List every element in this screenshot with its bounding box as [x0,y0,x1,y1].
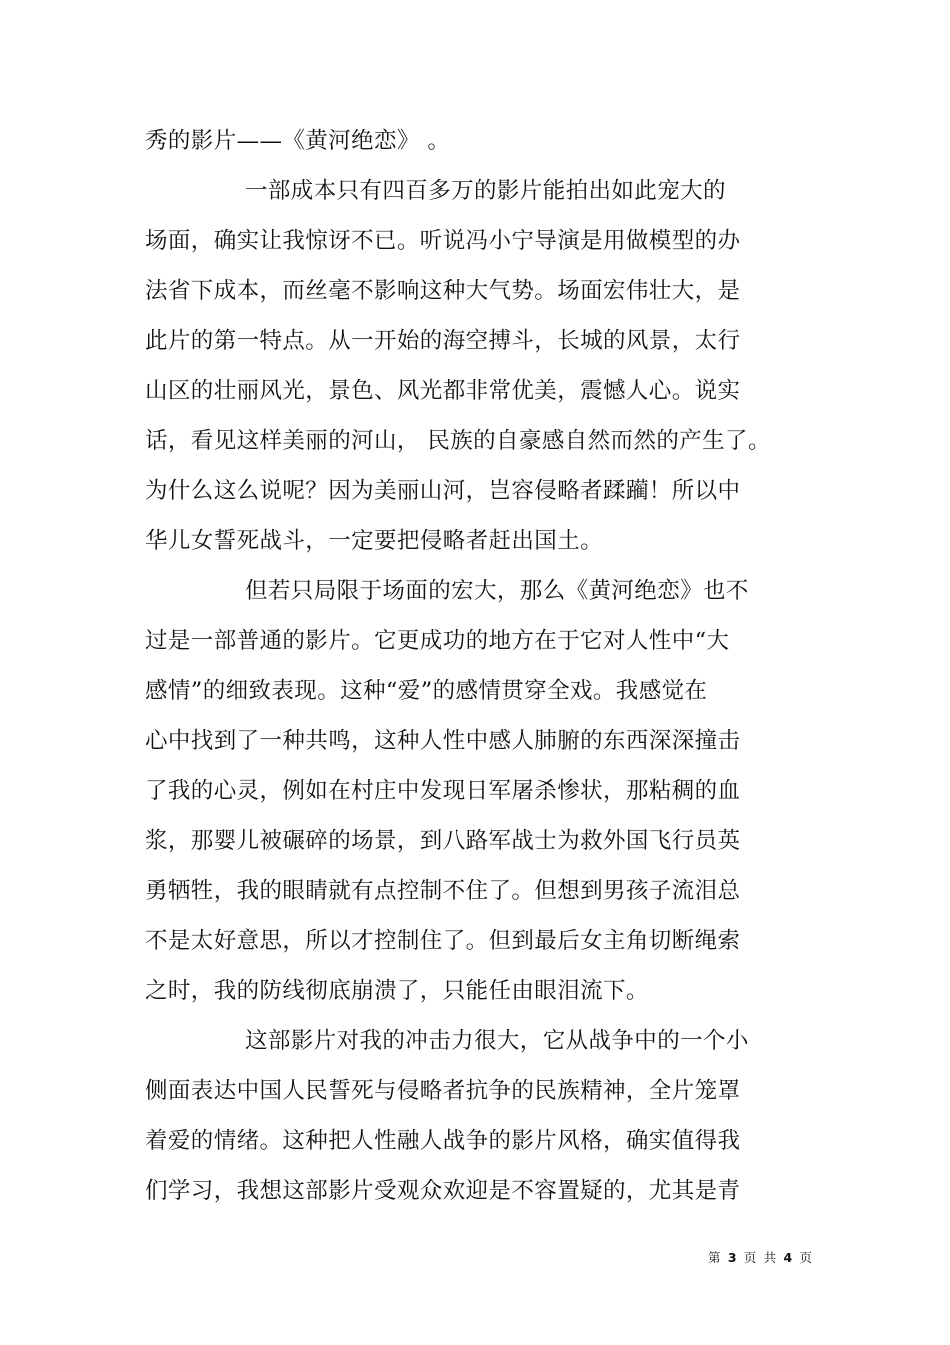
footer-page-word: 页 [743,1250,757,1265]
text-line: 秀的影片——《黄河绝恋》 。 [145,128,451,154]
text-line: 心中找到了一种共鸣，这种人性中感人肺腑的东西深深撞击 [145,728,741,754]
page-number-footer [708,1250,819,1266]
total-page-number: 4 [783,1250,793,1265]
text-line: 华儿女誓死战斗，一定要把侵略者赶出国土。 [145,528,604,554]
text-line: 此片的第一特点。从一开始的海空搏斗，长城的风景，太行 [145,328,741,354]
text-line: 了我的心灵，例如在村庄中发现日军屠杀惨状，那粘稠的血 [145,778,741,804]
text-line: 之时，我的防线彻底崩溃了，只能任由眼泪流下。 [145,978,649,1004]
paragraph-start-line: 但若只局限于场面的宏大，那么《黄河绝恋》也不 [245,578,749,604]
text-line: 着爱的情绪。这种把人性融人战争的影片风格，确实值得我 [145,1128,741,1154]
text-line: 过是一部普通的影片。它更成功的地方在于它对人性中“大 [145,628,730,654]
text-line: 场面，确实让我惊讶不已。听说冯小宁导演是用做模型的办 [145,228,741,254]
text-line: 法省下成本，而丝毫不影响这种大气势。场面宏伟壮大，是 [145,278,741,304]
text-line: 浆，那婴儿被碾碎的场景，到八路军战士为救外国飞行员英 [145,828,741,854]
text-line: 为什么这么说呢？因为美丽山河，岂容侵略者蹂躏！所以中 [145,478,741,504]
text-line: 不是太好意思，所以才控制住了。但到最后女主角切断绳索 [145,928,741,954]
current-page-number: 3 [727,1250,737,1265]
text-line: 山区的壮丽风光，景色、风光都非常优美，震憾人心。说实 [145,378,741,404]
text-line: 侧面表达中国人民誓死与侵略者抗争的民族精神，全片笼罩 [145,1078,741,1104]
paragraph-start-line: 这部影片对我的冲击力很大，它从战争中的一个小 [245,1028,749,1054]
footer-prefix: 第 [708,1250,721,1265]
text-line: 感情”的细致表现。这种“爱”的感情贯穿全戏。我感觉在 [145,678,708,704]
text-line: 话，看见这样美丽的河山， 民族的自豪感自然而然的产生了。 [145,428,771,454]
text-line: 勇牺牲，我的眼睛就有点控制不住了。但想到男孩子流泪总 [145,878,741,904]
text-line: 们学习，我想这部影片受观众欢迎是不容置疑的，尤其是青 [145,1178,741,1204]
footer-suffix: 页 [799,1250,813,1265]
footer-total-word: 共 [763,1250,777,1265]
paragraph-start-line: 一部成本只有四百多万的影片能拍出如此宠大的 [245,178,726,204]
